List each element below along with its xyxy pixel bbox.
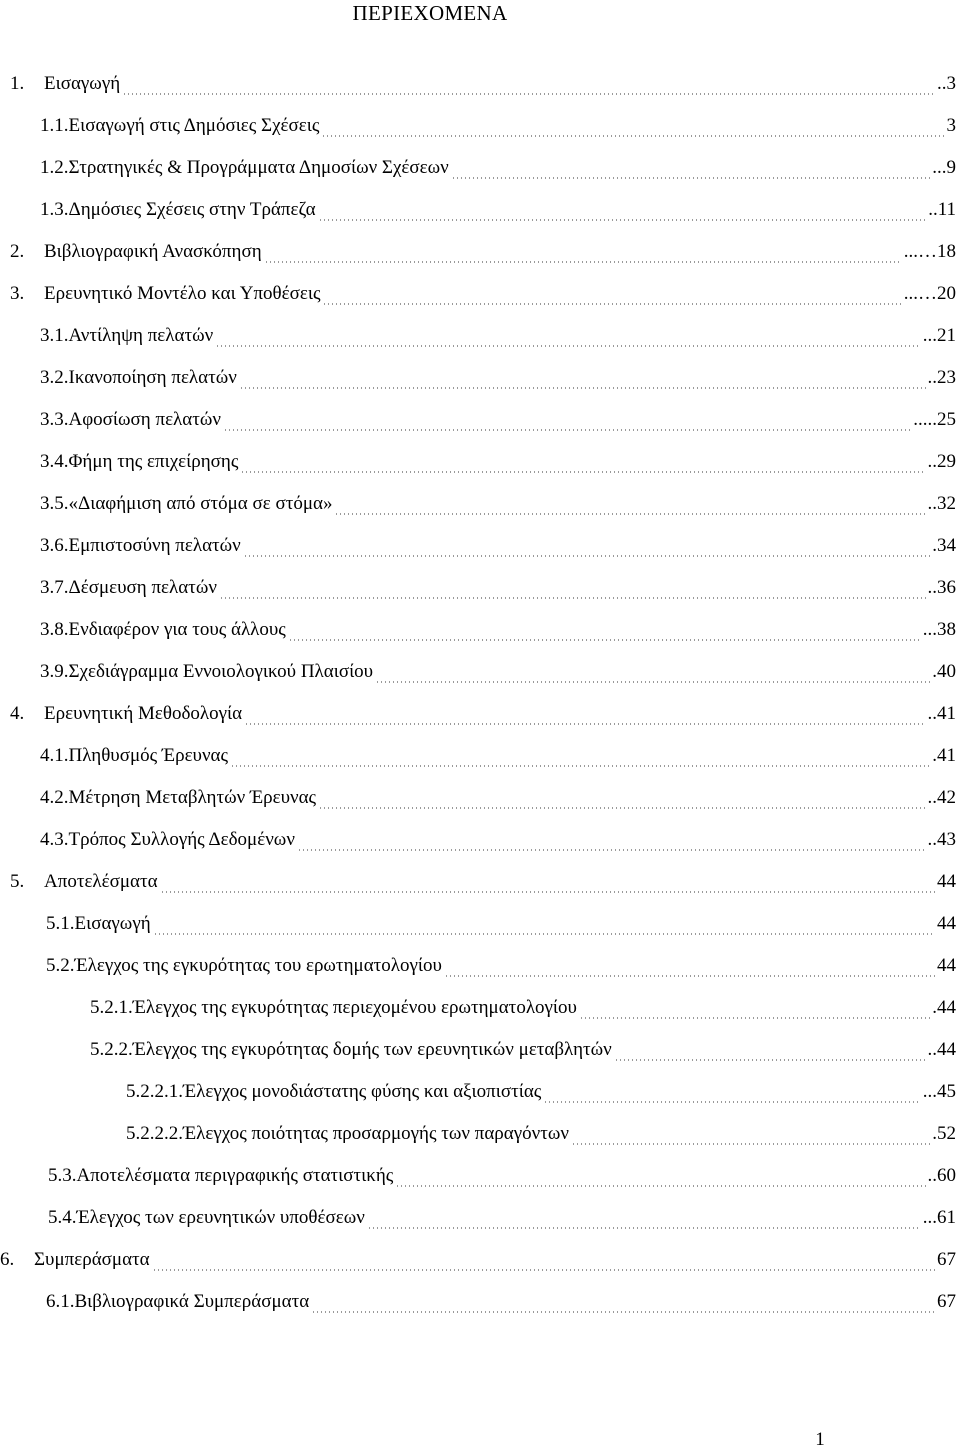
toc-entry[interactable] [40, 405, 956, 435]
page-title: ΠΕΡΙΕΧΟΜΕΝΑ [352, 1, 508, 25]
toc-entry-page: .40 [932, 657, 956, 687]
dot-leader [336, 513, 925, 515]
toc-entry-number: 5.3. [48, 1165, 77, 1186]
dot-leader [242, 471, 925, 473]
dot-leader [155, 933, 935, 935]
toc-entry[interactable] [46, 909, 956, 939]
toc-entry-label: Συμπεράσματα [34, 1249, 150, 1270]
toc-entry[interactable] [0, 1245, 956, 1275]
toc-entry-page: ..11 [928, 195, 956, 225]
toc-entry[interactable] [40, 489, 956, 519]
toc-entry[interactable] [46, 951, 956, 981]
toc-entry-label: Έλεγχος μονοδιάστατης φύσης και αξιοπιστίας [183, 1081, 542, 1102]
toc-entry[interactable] [40, 447, 956, 477]
toc-entry-label: Φήμη της επιχείρησης [68, 451, 239, 472]
toc-entry-number: 5. [10, 871, 25, 892]
toc-entry-page: ...9 [932, 153, 956, 183]
toc-entry-label: Αντίληψη πελατών [68, 325, 214, 346]
toc-entry-number: 3.9. [40, 661, 69, 682]
toc-entry-number: 3.1. [40, 325, 69, 346]
toc-entry-number: 3.3. [40, 409, 69, 430]
toc-entry-number: 3.7. [40, 577, 69, 598]
toc-entry-label: Αφοσίωση πελατών [68, 409, 221, 430]
toc-entry-number: 3.4. [40, 451, 69, 472]
toc-entry-label: Σχεδιάγραμμα Εννοιολογικού Πλαισίου [68, 661, 374, 682]
toc-entry[interactable] [40, 321, 956, 351]
toc-entry-label: Έλεγχος ποιότητας προσαρμογής των παραγόντων [183, 1123, 569, 1144]
toc-entry-page: 44 [937, 951, 956, 981]
toc-entry-number: 2. [10, 241, 25, 262]
toc-entry-number: 3.8. [40, 619, 69, 640]
toc-entry-number: 5.2.1. [90, 997, 133, 1018]
toc-entry-page: .34 [932, 531, 956, 561]
dot-leader [217, 345, 921, 347]
toc-entry-label: Δέσμευση πελατών [68, 577, 217, 598]
dot-leader [453, 177, 931, 179]
dot-leader [313, 1311, 935, 1313]
dot-leader [299, 849, 926, 851]
toc-entry-label: «Διαφήμιση από στόμα σε στόμα» [68, 493, 333, 514]
toc-entry-label: Στρατηγικές & Προγράμματα Δημοσίων Σχέσεων [68, 157, 449, 178]
toc-entry-number: 1.3. [40, 199, 69, 220]
toc-entry-label: Ενδιαφέρον για τους άλλους [68, 619, 286, 640]
toc-entry-label: Έλεγχος της εγκυρότητας δομής των ερευνητικών μεταβλητών [132, 1039, 612, 1060]
toc-entry-number: 4. [10, 703, 25, 724]
toc-entry-page: ..36 [928, 573, 957, 603]
toc-entry-label: Τρόπος Συλλογής Δεδομένων [68, 829, 295, 850]
toc-entry-page: ...…18 [904, 237, 956, 267]
toc-entry-label: Αποτελέσματα [44, 871, 158, 892]
toc-entry-page: ..43 [928, 825, 957, 855]
toc-entry-page: 44 [937, 867, 956, 897]
toc-entry-label: Ερευνητικό Μοντέλο και Υποθέσεις [44, 283, 321, 304]
toc-entry-page: ...38 [923, 615, 956, 645]
toc-entry-page: ..42 [928, 783, 957, 813]
toc-entry[interactable] [90, 1035, 956, 1065]
toc-entry-label: Ικανοποίηση πελατών [68, 367, 237, 388]
toc-entry-number: 4.1. [40, 745, 69, 766]
dot-leader [545, 1101, 920, 1103]
dot-leader [154, 1269, 935, 1271]
toc-entry[interactable] [40, 195, 956, 225]
toc-entry-label: Δημόσιες Σχέσεις στην Τράπεζα [68, 199, 316, 220]
dot-leader [573, 1143, 930, 1145]
dot-leader [324, 303, 901, 305]
dot-leader [397, 1185, 925, 1187]
toc-entry[interactable] [126, 1119, 956, 1149]
dot-leader [124, 93, 935, 95]
toc-entry-page: .44 [932, 993, 956, 1023]
dot-leader [369, 1227, 921, 1229]
toc-entry[interactable] [46, 1287, 956, 1317]
toc-entry-page: 67 [937, 1287, 956, 1317]
toc-entry-page: .....25 [913, 405, 956, 435]
toc-entry-label: Έλεγχος των ερευνητικών υποθέσεων [76, 1207, 365, 1228]
dot-leader [246, 723, 925, 725]
toc-entry-number: 3.2. [40, 367, 69, 388]
toc-entry-page: ..60 [928, 1161, 957, 1191]
toc-entry[interactable] [40, 111, 956, 141]
toc-entry-number: 3.5. [40, 493, 69, 514]
toc-entry[interactable] [126, 1077, 956, 1107]
toc-entry[interactable] [10, 69, 956, 99]
toc-entry-number: 1. [10, 73, 25, 94]
toc-entry-label: Ερευνητική Μεθοδολογία [44, 703, 243, 724]
toc-entry-label: Αποτελέσματα περιγραφικής στατιστικής [76, 1165, 394, 1186]
toc-entry-number: 3.6. [40, 535, 69, 556]
toc-entry-label: Βιβλιογραφικά Συμπεράσματα [74, 1291, 310, 1312]
toc-entry[interactable] [40, 153, 956, 183]
toc-entry-page: ..23 [928, 363, 957, 393]
toc-entry-number: 5.4. [48, 1207, 77, 1228]
toc-entry[interactable] [90, 993, 956, 1023]
toc-entry-page: 44 [937, 909, 956, 939]
dot-leader [290, 639, 921, 641]
toc-entry-label: Εμπιστοσύνη πελατών [68, 535, 241, 556]
toc-entry[interactable] [40, 573, 956, 603]
dot-leader [232, 765, 930, 767]
toc-entry-page: .52 [932, 1119, 956, 1149]
toc-entry-page: ..29 [928, 447, 957, 477]
toc-entry-number: 4.2. [40, 787, 69, 808]
toc-entry[interactable] [40, 657, 956, 687]
toc-entry[interactable] [40, 783, 956, 813]
toc-entry-number: 5.2.2. [90, 1039, 133, 1060]
dot-leader [581, 1017, 930, 1019]
dot-leader [266, 261, 902, 263]
toc-entry[interactable] [40, 825, 956, 855]
toc-entry-label: Εισαγωγή [74, 913, 151, 934]
toc-entry-number: 1.1. [40, 115, 69, 136]
toc-entry-number: 5.2.2.2. [126, 1123, 183, 1144]
toc-entry-page: ..41 [928, 699, 957, 729]
dot-leader [616, 1059, 926, 1061]
toc-entry-page: ..3 [937, 69, 956, 99]
toc-entry-number: 4.3. [40, 829, 69, 850]
dot-leader [221, 597, 926, 599]
toc-entry[interactable] [40, 741, 956, 771]
toc-entry[interactable] [10, 867, 956, 897]
toc-entry[interactable] [40, 615, 956, 645]
toc-entry-number: 5.2. [46, 955, 75, 976]
dot-leader [241, 387, 926, 389]
toc-entry-label: Μέτρηση Μεταβλητών Έρευνας [68, 787, 317, 808]
dot-leader [225, 429, 911, 431]
toc-entry[interactable] [48, 1161, 956, 1191]
toc-entry-label: Πληθυσμός Έρευνας [68, 745, 229, 766]
toc-entry-number: 6.1. [46, 1291, 75, 1312]
toc-entry-label: Βιβλιογραφική Ανασκόπηση [44, 241, 262, 262]
dot-leader [377, 681, 930, 683]
toc-entry-page: .41 [932, 741, 956, 771]
toc-entry[interactable] [40, 531, 956, 561]
dot-leader [323, 135, 944, 137]
toc-entry-label: Εισαγωγή στις Δημόσιες Σχέσεις [68, 115, 320, 136]
toc-entry-page: ...21 [923, 321, 956, 351]
dot-leader [245, 555, 930, 557]
page-number: 1 [815, 1429, 825, 1450]
toc-entry-page: ...61 [923, 1203, 956, 1233]
toc-entry-label: Έλεγχος της εγκυρότητας του ερωτηματολογίου [74, 955, 442, 976]
toc-entry-page: 67 [937, 1245, 956, 1275]
toc-entry-page: 3 [947, 111, 957, 141]
toc-entry[interactable] [10, 279, 956, 309]
dot-leader [320, 219, 927, 221]
toc-entry-number: 5.1. [46, 913, 75, 934]
toc-entry-number: 3. [10, 283, 25, 304]
toc-entry-page: ..44 [928, 1035, 957, 1065]
toc-entry-number: 6. [0, 1249, 15, 1270]
toc-entry[interactable] [10, 699, 956, 729]
toc-entry-page: ..32 [928, 489, 957, 519]
toc-entry[interactable] [40, 363, 956, 393]
toc-entry-number: 5.2.2.1. [126, 1081, 183, 1102]
toc-entry-label: Έλεγχος της εγκυρότητας περιεχομένου ερωτηματολογίου [132, 997, 577, 1018]
toc-entry[interactable] [10, 237, 956, 267]
toc-entry-number: 1.2. [40, 157, 69, 178]
toc-entry-page: ...…20 [904, 279, 956, 309]
toc-entry-label: Εισαγωγή [44, 73, 121, 94]
toc-entry[interactable] [48, 1203, 956, 1233]
dot-leader [320, 807, 925, 809]
dot-leader [446, 975, 935, 977]
dot-leader [162, 891, 935, 893]
toc-entry-page: ...45 [923, 1077, 956, 1107]
